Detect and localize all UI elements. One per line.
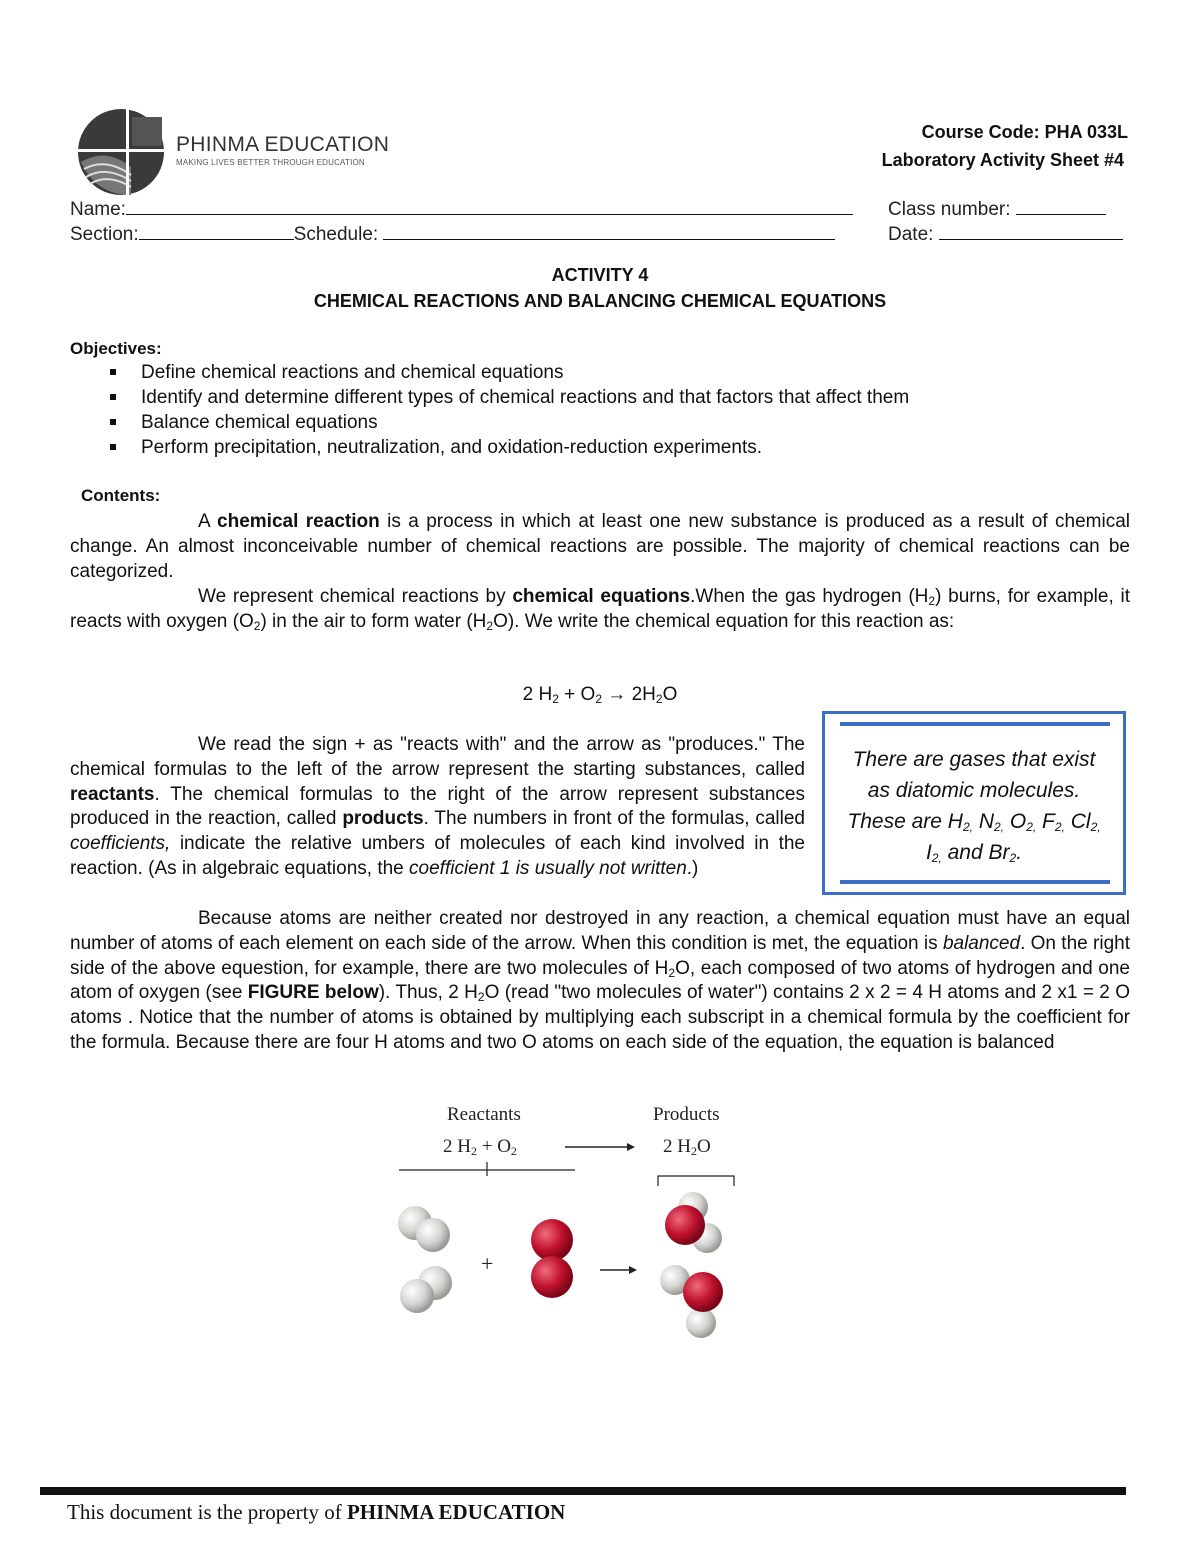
water-molecule-2 — [660, 1265, 723, 1338]
reaction-figure — [395, 1100, 745, 1350]
objectives-list — [110, 360, 909, 460]
water-molecule-1 — [665, 1192, 722, 1253]
box-bottom-bar — [840, 880, 1110, 884]
box-text: There are gases that exist as diatomic molecules. These are $H_{2,}$ $N_{2,}$ $O_{2,}$ $F_{2,}$ $Cl_{2,}$ $I_{2,}$ and $Br_2$. — [847, 748, 1101, 865]
product-bracket — [658, 1176, 734, 1186]
name-label: Name: — [70, 199, 126, 220]
section-input-line[interactable] — [139, 221, 294, 240]
name-field — [70, 196, 853, 221]
reactant-bracket — [399, 1162, 575, 1176]
class-number-label: Class number: — [888, 199, 1011, 220]
products-formula: 2 $H_2O$ — [663, 1136, 711, 1158]
objectives-heading: Objectives: — [70, 339, 162, 358]
hydrogen-molecule-1 — [398, 1206, 450, 1252]
activity-title: ACTIVITY 4 — [551, 265, 649, 285]
chemical-equation: 2 $H_2 + O_2 \to 2H_2O$ — [522, 684, 678, 706]
lab-sheet-title: Laboratory Activity Sheet #4 — [881, 150, 1124, 170]
objective-item: Perform precipitation, neutralization, and oxidation-reduction experiments. — [110, 435, 909, 460]
header-arrow-icon — [565, 1143, 635, 1151]
paragraph-balanced: Because atoms are neither created nor destroyed in any reaction, a chemical equation must have an equal number of atoms of each element on each side of the arrow. When this condition is met, the equation is balanced. On the right side of the above equestion, for example, there are two molecules of $H_2O$, each composed of two atoms of hydrogen and one atom of oxygen (see FIGURE below). Thus, 2 $H_2O$ (read "two molecules of water") contains 2 x 2 = 4 H atoms and 2 x1 = 2 O atoms . Notice that the number of atoms is obtained by multiplying each subscript in a chemical formula by the coefficient for the formula. Because there are four H atoms and two O atoms on each side of the equation, the equation is balanced — [70, 908, 1130, 1053]
class-number-input-line[interactable] — [1016, 196, 1106, 215]
oxygen-molecule — [531, 1219, 573, 1298]
objective-item: Identify and determine different types of chemical reactions and that factors that affect them — [110, 385, 909, 410]
paragraph-chemical-equation: We represent chemical reactions by chemical equations.When the gas hydrogen $(H_2)$ burns, for example, it reacts with oxygen $(O_2)$ in the air to form water $(H_2O)$. We write the chemical equation for this reaction as: — [70, 586, 1130, 633]
reactants-formula: 2 $H_2 + O_2$ — [443, 1136, 517, 1158]
name-input-line[interactable] — [126, 196, 853, 215]
date-input-line[interactable] — [939, 221, 1123, 240]
logo-name: PHINMA EDUCATION — [176, 133, 390, 156]
hydrogen-molecule-2 — [400, 1266, 452, 1313]
footer-property-notice: This document is the property of PHINMA EDUCATION — [67, 1500, 566, 1524]
plus-sign: + — [481, 1251, 494, 1276]
section-schedule-field — [70, 221, 835, 246]
contents-heading: Contents: — [81, 486, 161, 505]
schedule-input-line[interactable] — [383, 221, 835, 240]
footer-divider — [40, 1487, 1126, 1495]
section-label: Section: — [70, 224, 139, 245]
logo-emblem-icon — [76, 107, 176, 197]
paragraph-chemical-reaction: A chemical reaction is a process in which at least one new substance is produced as a result of chemical change. An almost inconceivable number of chemical reactions are possible. The majority of chemical reactions can be categorized. — [70, 511, 1130, 582]
reaction-arrow-icon — [600, 1266, 637, 1274]
reactants-label: Reactants — [447, 1104, 521, 1125]
class-number-field — [888, 196, 1106, 221]
box-top-bar — [840, 722, 1110, 726]
date-field — [888, 221, 1123, 246]
date-label: Date: — [888, 224, 934, 245]
logo-tagline: MAKING LIVES BETTER THROUGH EDUCATION — [176, 158, 365, 167]
schedule-label: Schedule: — [293, 224, 379, 245]
products-label: Products — [653, 1104, 720, 1125]
objective-item: Define chemical reactions and chemical equations — [110, 360, 909, 385]
paragraph-reactants-products: We read the sign + as "reacts with" and the arrow as "produces." The chemical formulas to the left of the arrow represent the starting substances, called reactants. The chemical formulas to the right of the arrow represent substances produced in the reaction, called products. The numbers in front of the formulas, called coefficients, indicate the relative umbers of molecules of each kind involved in the reaction. (As in algebraic equations, the coefficient 1 is usually not written.) — [70, 734, 806, 879]
course-code: Course Code: PHA 033L — [921, 122, 1128, 142]
molecule-diagram — [395, 1100, 745, 1350]
diatomic-info-box — [822, 711, 1126, 895]
activity-subtitle: CHEMICAL REACTIONS AND BALANCING CHEMICAL EQUATIONS — [313, 291, 887, 311]
objective-item: Balance chemical equations — [110, 410, 909, 435]
